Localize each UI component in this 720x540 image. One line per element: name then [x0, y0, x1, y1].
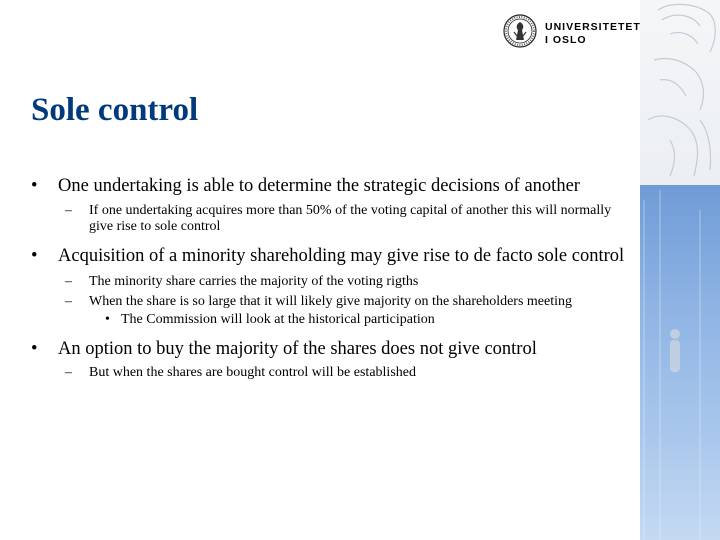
sub-bullet-dash: –: [65, 274, 72, 289]
bullet-dot: •: [31, 176, 38, 196]
sub-bullet-item: [31, 203, 631, 235]
bullet-text: Acquisition of a minority shareholding may give rise to de facto sole control: [58, 246, 625, 266]
slide-title: Sole control: [31, 92, 199, 128]
sub-sub-bullet-text: The Commission will look at the historical participation: [121, 312, 435, 327]
bullet-text: One undertaking is able to determine the strategic decisions of another: [58, 176, 580, 196]
sub-bullet-item: [31, 365, 631, 381]
bullet-dot: •: [31, 339, 38, 359]
university-logo: [503, 14, 641, 50]
bullet-item: [31, 339, 631, 360]
sub-bullet-item: [31, 274, 631, 290]
sub-sub-bullet-item: [31, 312, 631, 328]
sub-bullet-text: The minority share carries the majority of the voting rigths: [89, 274, 419, 289]
bullet-text: An option to buy the majority of the shares does not give control: [58, 339, 537, 359]
sub-bullet-text: When the share is so large that it will likely give majority on the shareholders meeting: [89, 294, 573, 309]
sub-bullet-dash: –: [65, 203, 72, 218]
decorative-side-panel: [640, 0, 720, 540]
bullet-item: [31, 176, 631, 197]
logo-text-line-2: I OSLO: [545, 34, 587, 46]
sub-bullet-item: [31, 294, 631, 310]
sub-bullet-text: If one undertaking acquires more than 50% of the voting capital of another this will normally give rise to sole control: [89, 203, 612, 234]
sub-sub-bullet-dot: •: [105, 312, 110, 327]
sub-bullet-text: But when the shares are bought control will be established: [89, 365, 416, 380]
university-seal-icon: [503, 14, 537, 48]
bullet-list: [31, 176, 631, 381]
bullet-dot: •: [31, 246, 38, 266]
figure-icon: [670, 340, 680, 372]
logo-text-line-1: UNIVERSITETET: [545, 21, 641, 33]
sub-bullet-dash: –: [65, 294, 72, 309]
sub-bullet-dash: –: [65, 365, 72, 380]
statue-relief-icon: [640, 0, 720, 540]
bullet-item: [31, 246, 631, 267]
